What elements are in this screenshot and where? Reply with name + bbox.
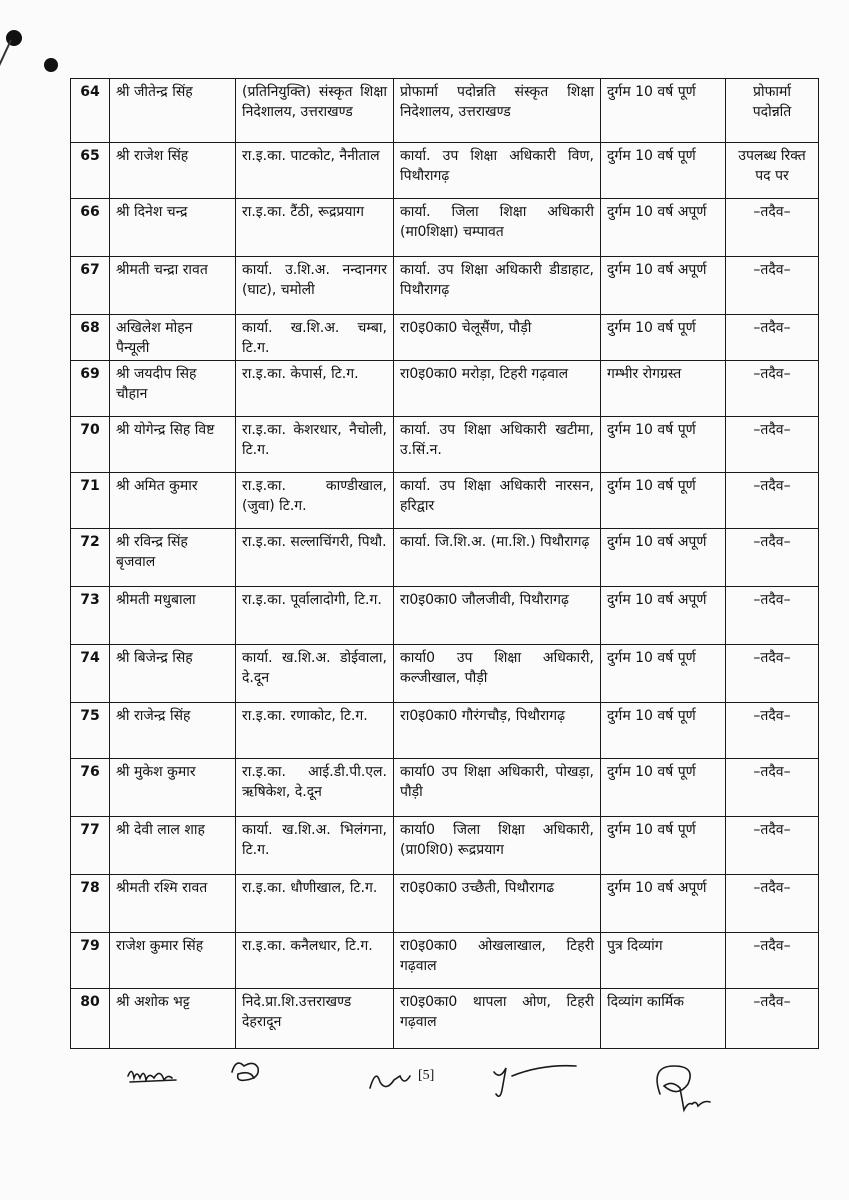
current-posting: (प्रतिनियुक्ति) संस्कृत शिक्षा निदेशालय, उत्तराखण्ड [236,79,394,143]
current-posting: कार्या. ख.शि.अ. भिलंगना, टि.ग. [236,817,394,875]
remark: प्रोफार्मा पदोन्नति [726,79,819,143]
service-status: दुर्गम 10 वर्ष पूर्ण [601,417,726,473]
employee-name: अखिलेश मोहन पैन्यूली [110,315,236,361]
paper-crease [0,40,12,95]
serial-number: 70 [71,417,110,473]
service-status: दुर्गम 10 वर्ष पूर्ण [601,143,726,199]
serial-number: 67 [71,257,110,315]
remark: –तदैव– [726,417,819,473]
service-status: दुर्गम 10 वर्ष अपूर्ण [601,257,726,315]
serial-number: 73 [71,587,110,645]
employee-name: श्री योगेन्द्र सिह विष्ट [110,417,236,473]
new-posting: रा0इ0का0 ओखलाखाल, टिहरी गढ़वाल [394,933,601,989]
employee-name: श्री दिनेश चन्द्र [110,199,236,257]
table-row [71,645,819,703]
employee-name: श्री अमित कुमार [110,473,236,529]
current-posting: रा.इ.का. सल्लाचिंगरी, पिथौ. [236,529,394,587]
new-posting: कार्या. उप शिक्षा अधिकारी विण, पिथौरागढ़ [394,143,601,199]
service-status: दुर्गम 10 वर्ष अपूर्ण [601,587,726,645]
current-posting: रा.इ.का. धौणीखाल, टि.ग. [236,875,394,933]
remark: –तदैव– [726,529,819,587]
serial-number: 71 [71,473,110,529]
employee-name: श्री जयदीप सिह चौहान [110,361,236,417]
remark: उपलब्ध रिक्त पद पर [726,143,819,199]
new-posting: कार्या. जिला शिक्षा अधिकारी (मा0शिक्षा) चम्पावत [394,199,601,257]
serial-number: 75 [71,703,110,759]
remark: –तदैव– [726,817,819,875]
service-status: दुर्गम 10 वर्ष पूर्ण [601,473,726,529]
employee-name: श्रीमती रश्मि रावत [110,875,236,933]
table-row [71,759,819,817]
new-posting: रा0इ0का0 थापला ओण, टिहरी गढ़वाल [394,989,601,1049]
remark: –तदैव– [726,199,819,257]
service-status: पुत्र दिव्यांग [601,933,726,989]
current-posting: रा.इ.का. केशरधार, नैचोली, टि.ग. [236,417,394,473]
table-row [71,315,819,361]
service-status: दिव्यांग कार्मिक [601,989,726,1049]
remark: –तदैव– [726,315,819,361]
service-status: दुर्गम 10 वर्ष अपूर्ण [601,199,726,257]
service-status: दुर्गम 10 वर्ष पूर्ण [601,315,726,361]
table-row [71,529,819,587]
current-posting: रा.इ.का. रणाकोट, टि.ग. [236,703,394,759]
remark: –तदैव– [726,473,819,529]
signature-1 [128,1071,176,1082]
service-status: दुर्गम 10 वर्ष पूर्ण [601,645,726,703]
remark: –तदैव– [726,645,819,703]
service-status: दुर्गम 10 वर्ष अपूर्ण [601,875,726,933]
serial-number: 69 [71,361,110,417]
employee-name: श्री बिजेन्द्र सिह [110,645,236,703]
new-posting: रा0इ0का0 जौलजीवी, पिथौरागढ़ [394,587,601,645]
table-row [71,143,819,199]
current-posting: रा.इ.का. काण्डीखाल, (जुवा) टि.ग. [236,473,394,529]
new-posting: रा0इ0का0 गौरंगचौड़, पिथौरागढ़ [394,703,601,759]
table-row [71,703,819,759]
employee-name: श्री जीतेन्द्र सिंह [110,79,236,143]
table-row [71,417,819,473]
new-posting: कार्या. उप शिक्षा अधिकारी नारसन, हरिद्वार [394,473,601,529]
table-row [71,79,819,143]
serial-number: 65 [71,143,110,199]
new-posting: कार्या. उप शिक्षा अधिकारी डीडाहाट, पिथौरागढ़ [394,257,601,315]
new-posting: कार्या. जि.शि.अ. (मा.शि.) पिथौरागढ़ [394,529,601,587]
signature-3 [370,1076,410,1088]
transfer-table [70,78,819,1049]
serial-number: 77 [71,817,110,875]
employee-name: श्री देवी लाल शाह [110,817,236,875]
new-posting: रा0इ0का0 उच्छैती, पिथौरागढ [394,875,601,933]
employee-name: श्री राजेश सिंह [110,143,236,199]
new-posting: रा0इ0का0 चेलूसैंण, पौड़ी [394,315,601,361]
table-row [71,989,819,1049]
service-status: दुर्गम 10 वर्ष पूर्ण [601,703,726,759]
service-status: दुर्गम 10 वर्ष अपूर्ण [601,529,726,587]
current-posting: रा.इ.का. आई.डी.पी.एल. ऋषिकेश, दे.दून [236,759,394,817]
table-row [71,199,819,257]
current-posting: रा.इ.का. केपार्स, टि.ग. [236,361,394,417]
new-posting: रा0इ0का0 मरोड़ा, टिहरी गढ़वाल [394,361,601,417]
employee-name: श्रीमती मधुबाला [110,587,236,645]
serial-number: 72 [71,529,110,587]
new-posting: कार्या0 जिला शिक्षा अधिकारी, (प्रा0शि0) रूद्रप्रयाग [394,817,601,875]
remark: –तदैव– [726,759,819,817]
service-status: दुर्गम 10 वर्ष पूर्ण [601,79,726,143]
signature-4 [494,1066,576,1097]
punch-hole [44,58,58,72]
new-posting: कार्या. उप शिक्षा अधिकारी खटीमा, उ.सिं.न. [394,417,601,473]
current-posting: निदे.प्रा.शि.उत्तराखण्ड देहरादून [236,989,394,1049]
remark: –तदैव– [726,703,819,759]
employee-name: श्री अशोक भट्ट [110,989,236,1049]
table-row [71,875,819,933]
table-row [71,817,819,875]
employee-name: राजेश कुमार सिंह [110,933,236,989]
service-status: गम्भीर रोगग्रस्त [601,361,726,417]
current-posting: कार्या. ख.शि.अ. डोईवाला, दे.दून [236,645,394,703]
serial-number: 68 [71,315,110,361]
page-number: [5] [418,1068,435,1083]
serial-number: 64 [71,79,110,143]
table-row [71,257,819,315]
current-posting: रा.इ.का. पूर्वालादोगी, टि.ग. [236,587,394,645]
remark: –तदैव– [726,989,819,1049]
serial-number: 80 [71,989,110,1049]
employee-name: श्री रविन्द्र सिंह बृजवाल [110,529,236,587]
remark: –तदैव– [726,587,819,645]
serial-number: 79 [71,933,110,989]
current-posting: कार्या. ख.शि.अ. चम्बा, टि.ग. [236,315,394,361]
serial-number: 74 [71,645,110,703]
table-row [71,933,819,989]
serial-number: 66 [71,199,110,257]
table-row [71,587,819,645]
current-posting: रा.इ.का. कनैलधार, टि.ग. [236,933,394,989]
serial-number: 78 [71,875,110,933]
new-posting: प्रोफार्मा पदोन्नति संस्कृत शिक्षा निदेशालय, उत्तराखण्ड [394,79,601,143]
employee-name: श्री राजेन्द्र सिंह [110,703,236,759]
serial-number: 76 [71,759,110,817]
signature-2 [232,1063,258,1080]
remark: –तदैव– [726,361,819,417]
new-posting: कार्या0 उप शिक्षा अधिकारी, पोखड़ा, पौड़ी [394,759,601,817]
remark: –तदैव– [726,933,819,989]
table-row [71,473,819,529]
remark: –तदैव– [726,257,819,315]
service-status: दुर्गम 10 वर्ष पूर्ण [601,817,726,875]
signatures [0,1050,849,1140]
employee-name: श्री मुकेश कुमार [110,759,236,817]
current-posting: रा.इ.का. पाटकोट, नैनीताल [236,143,394,199]
employee-name: श्रीमती चन्द्रा रावत [110,257,236,315]
current-posting: कार्या. उ.शि.अ. नन्दानगर (घाट), चमोली [236,257,394,315]
current-posting: रा.इ.का. टैंठी, रूद्रप्रयाग [236,199,394,257]
signature-5 [657,1066,710,1110]
new-posting: कार्या0 उप शिक्षा अधिकारी, कल्जीखाल, पौड़ी [394,645,601,703]
service-status: दुर्गम 10 वर्ष पूर्ण [601,759,726,817]
remark: –तदैव– [726,875,819,933]
table-row [71,361,819,417]
